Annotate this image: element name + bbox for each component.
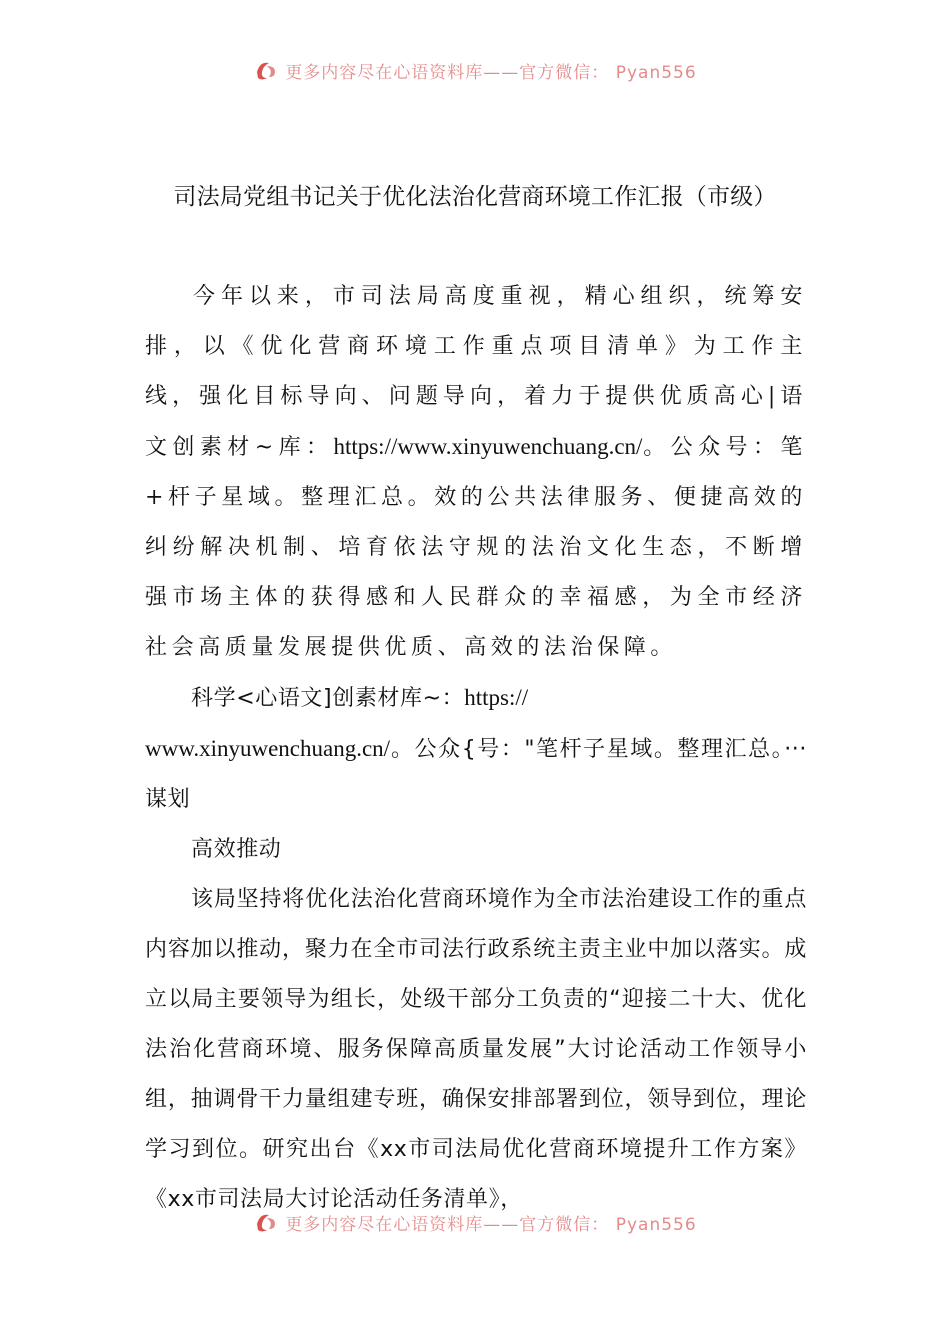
paragraph-intro-text: 今年以来，市司法局高度重视，精心组织，统筹安排，以《优化营商环境工作重点项目清单》为工作主线，强化目标导向、问题导向，着力于提供优质高心|语文创素材~库： [145,284,807,460]
document-body [145,272,807,1225]
paragraph-intro [145,272,807,673]
paragraph-planning-link-2: www.xinyuwenchuang.cn/ [145,736,391,761]
paragraph-planning-link-1: https:// [464,685,529,710]
paragraph-planning-head: 科学<心语文]创素材库~： [191,686,465,711]
watermark-text: 更多内容尽在心语资料库——官方微信： Pyan556 [285,62,697,83]
watermark-footer [0,1204,950,1240]
paragraph-intro-link: https://www.xinyuwenchuang.cn/ [333,434,643,459]
logo-icon [253,57,279,83]
section-heading: 高效推动 [191,837,282,862]
watermark-text: 更多内容尽在心语资料库——官方微信： Pyan556 [285,1214,697,1235]
document-title: 司法局党组书记关于优化法治化营商环境工作汇报（市级） [173,184,777,210]
paragraph-promotion: 该局坚持将优化法治化营商环境作为全市法治建设工作的重点内容加以推动，聚力在全市司法行政系统主责主业中加以落实。成立以局主要领导为组长，处级干部分工负责的“迎接二十大、优化法治化营商环境、服务保障高质量发展”大讨论活动工作领导小组，抽调骨干力量组建专班，确保安排部署到位，领导到位，理论学习到位。研究出台《xx市司法局优化营商环境提升工作方案》《xx市司法局大讨论活动任务清单》， [145,887,807,1212]
paragraph-planning [145,673,807,825]
logo-icon [253,1209,279,1235]
paragraph-intro-tail: 。公众号：笔+杆子星域。整理汇总。效的公共法律服务、便捷高效的纠纷解决机制、培育依法守规的法治文化生态，不断增强市场主体的获得感和人民群众的幸福感，为全市经济社会高质量发展提供优质、高效的法治保障。 [145,435,807,660]
paragraph-planning-tail: 。公众{号："笔杆子星域。整理汇总。···谋划 [145,737,807,812]
watermark-header [0,52,950,88]
